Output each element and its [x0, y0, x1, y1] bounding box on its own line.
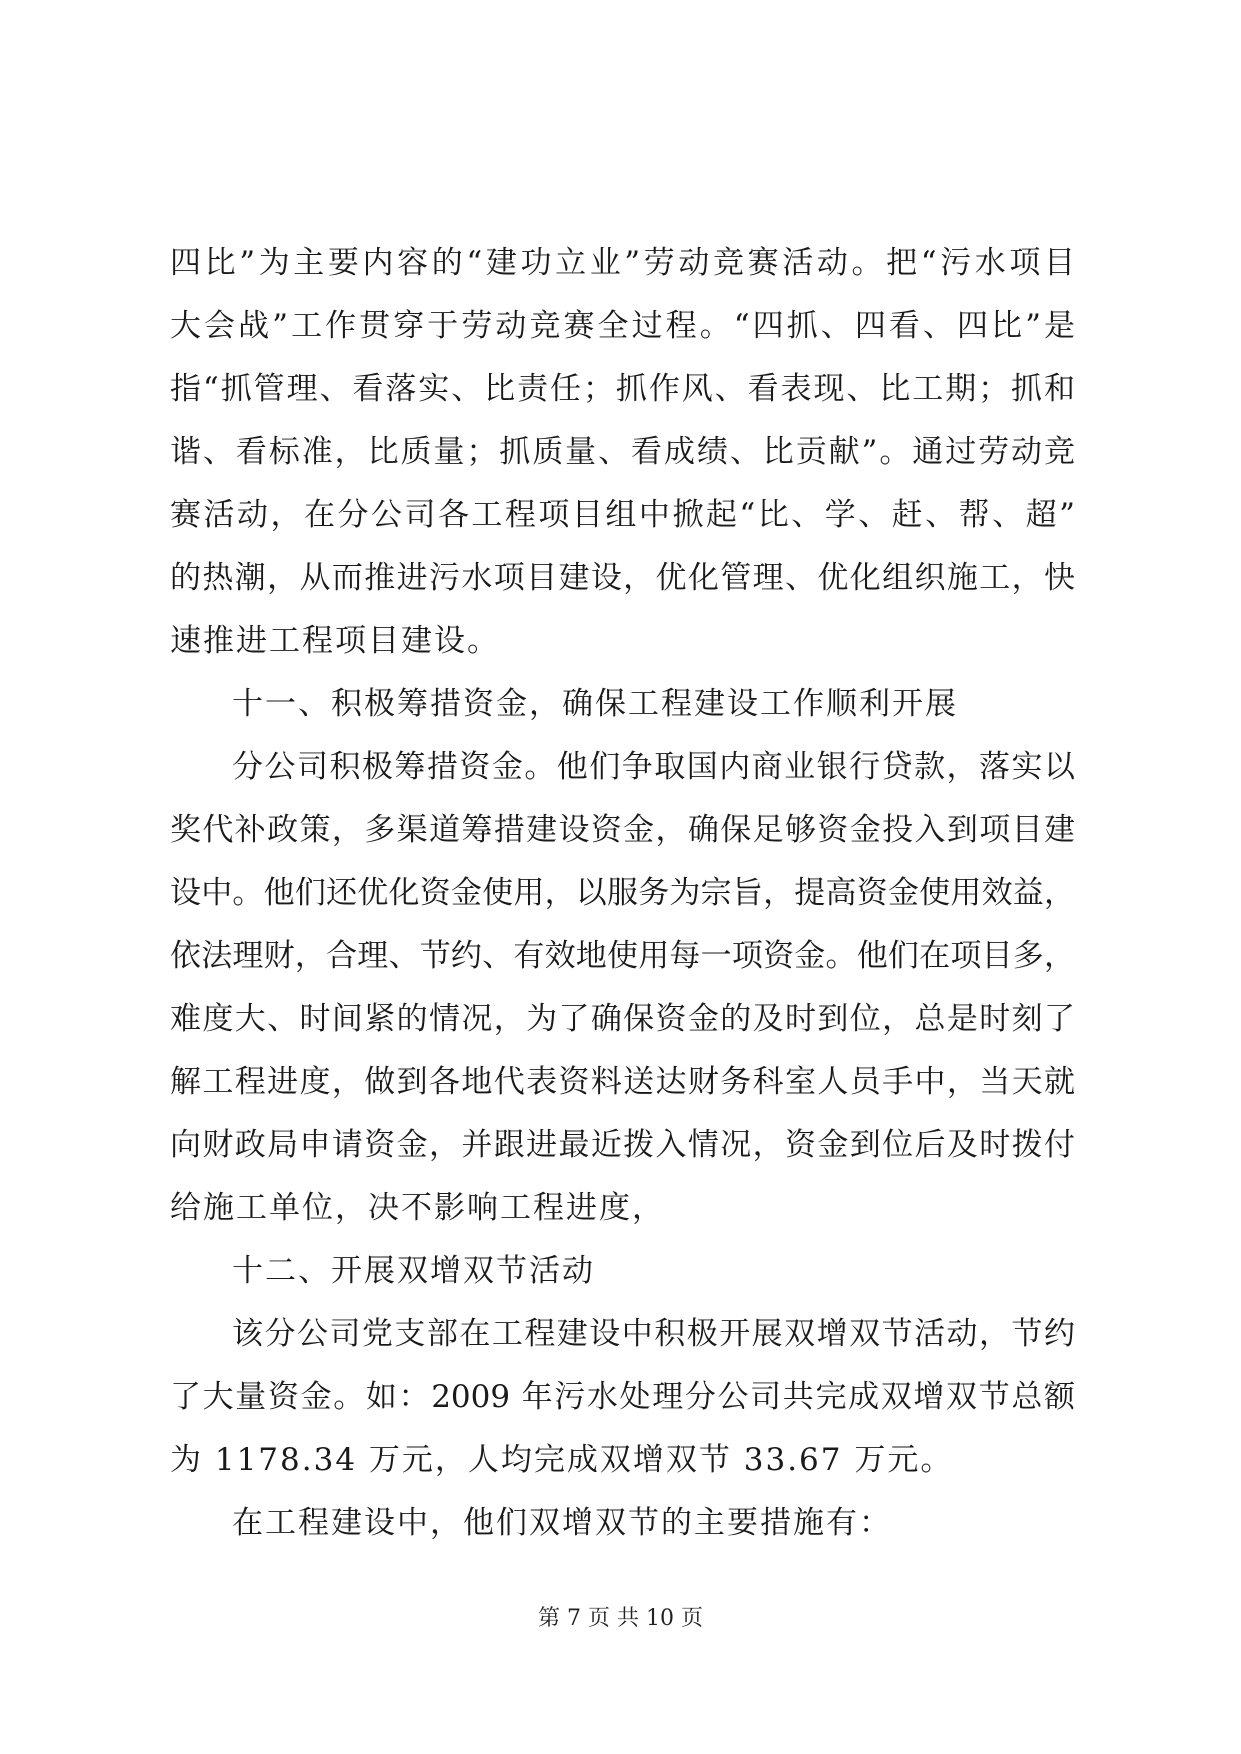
- section-heading-12: 十二、开展双增双节活动: [232, 1253, 595, 1289]
- text-line: 该分公司党支部在工程建设中积极开展双增双节活动，节约: [232, 1316, 1075, 1352]
- text-line: 速推进工程项目建设。: [170, 623, 500, 659]
- text-line: 指“抓管理、看落实、比责任；抓作风、看表现、比工期；抓和: [170, 371, 1075, 407]
- text-line: 四比”为主要内容的“建功立业”劳动竞赛活动。把“污水项目: [170, 245, 1075, 281]
- body-text: [170, 232, 1075, 1555]
- text-line: 大会战”工作贯穿于劳动竞赛全过程。“四抓、四看、四比”是: [170, 308, 1075, 344]
- text-line: 向财政局申请资金，并跟进最近拨入情况，资金到位后及时拨付: [170, 1127, 1075, 1163]
- text-line: 的热潮，从而推进污水项目建设，优化管理、优化组织施工，快: [170, 560, 1075, 596]
- text-line: 了大量资金。如：2009 年污水处理分公司共完成双增双节总额: [170, 1379, 1075, 1415]
- text-line: 赛活动，在分公司各工程项目组中掀起“比、学、赶、帮、超”: [170, 497, 1075, 533]
- text-line: 奖代补政策，多渠道筹措建设资金，确保足够资金投入到项目建: [170, 812, 1075, 848]
- text-line: 谐、看标准，比质量；抓质量、看成绩、比贡献”。通过劳动竞: [170, 434, 1075, 470]
- text-line: 为 1178.34 万元，人均完成双增双节 33.67 万元。: [170, 1442, 954, 1478]
- text-line: 设中。他们还优化资金使用，以服务为宗旨，提高资金使用效益，: [170, 875, 1075, 911]
- section-heading-11: 十一、积极筹措资金，确保工程建设工作顺利开展: [232, 686, 958, 722]
- text-line: 难度大、时间紧的情况，为了确保资金的及时到位，总是时刻了: [170, 1001, 1075, 1037]
- text-line: 解工程进度，做到各地代表资料送达财务科室人员手中，当天就: [170, 1064, 1075, 1100]
- text-line: 分公司积极筹措资金。他们争取国内商业银行贷款，落实以: [232, 749, 1075, 785]
- text-line: 给施工单位，决不影响工程进度，: [170, 1190, 665, 1226]
- text-line: 依法理财，合理、节约、有效地使用每一项资金。他们在项目多，: [170, 938, 1075, 974]
- page-footer: 第 7 页 共 10 页: [538, 1606, 703, 1631]
- text-line: 在工程建设中，他们双增双节的主要措施有：: [232, 1505, 892, 1541]
